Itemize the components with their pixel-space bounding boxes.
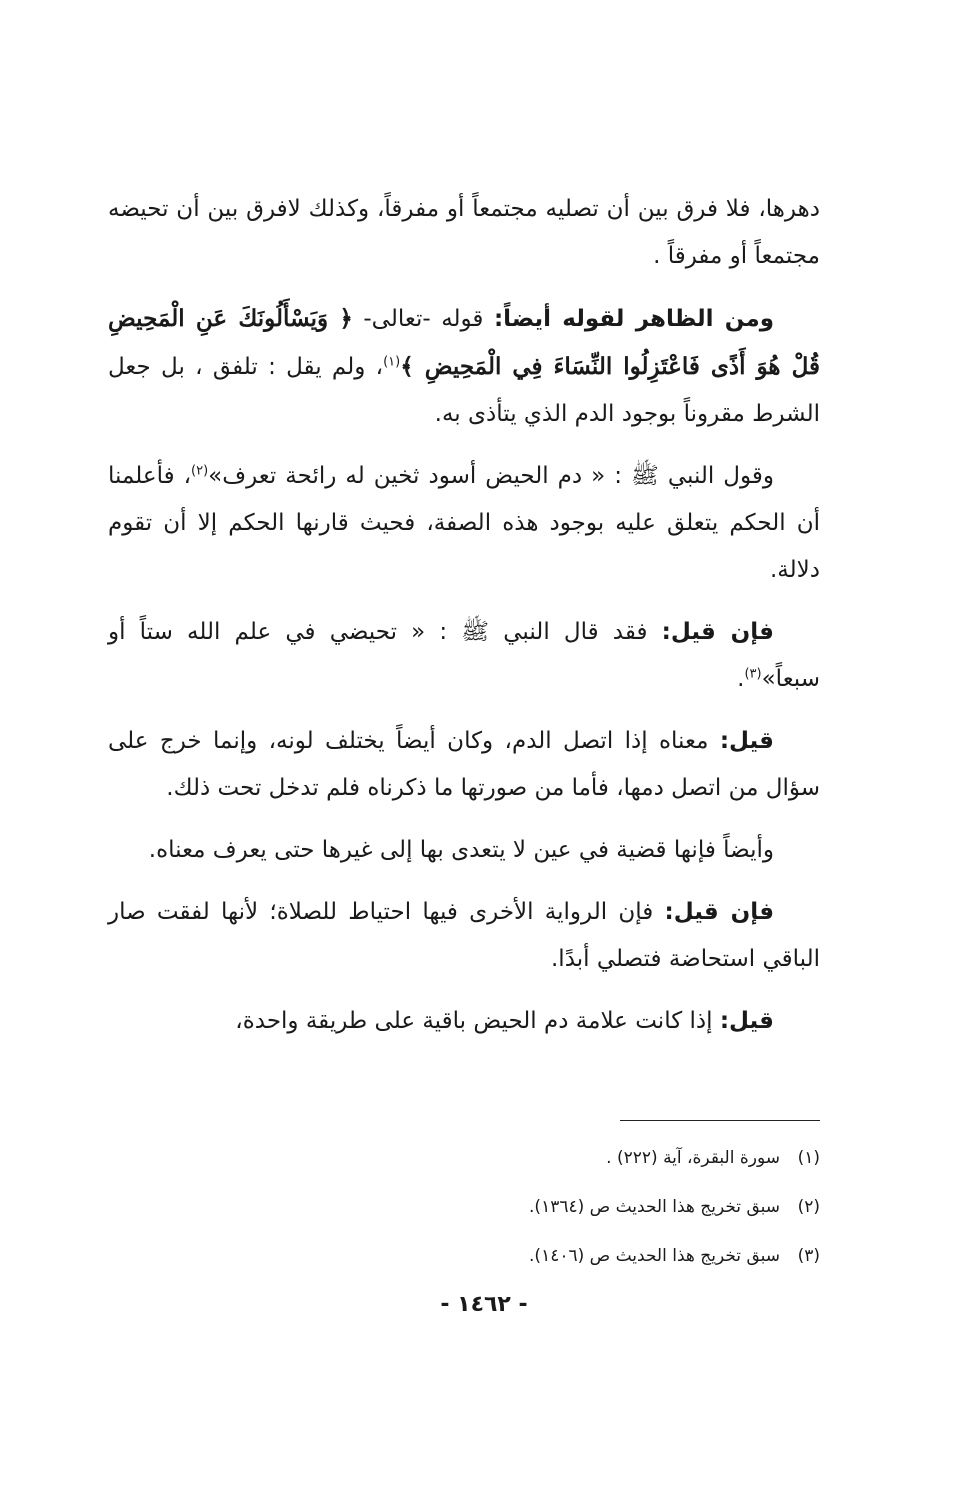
paragraph-6 <box>108 827 820 874</box>
quran-verse: ﴿ وَيَسْأَلُونَكَ عَنِ الْمَحِيضِ قُلْ هُوَ أَذًى فَاعْتَزِلُوا النِّسَاءَ فِي الْمَحِيضِ ﴾ <box>108 305 820 380</box>
footnote-2 <box>108 1195 820 1219</box>
paragraph-text: دهرها، فلا فرق بين أن تصليه مجتمعاً أو مفرقاً، وكذلك لافرق بين أن تحيضه مجتمعاً أو مفرقاً . <box>108 196 820 269</box>
paragraph-lead: فإن قيل: <box>664 899 775 925</box>
paragraph-text: فإن الرواية الأخرى فيها احتياط للصلاة؛ لأنها لفقت صار الباقي استحاضة فتصلي أبدًا. <box>108 899 820 972</box>
paragraph-text: إذا كانت علامة دم الحيض باقية على طريقة واحدة، <box>235 1008 720 1034</box>
paragraph-5 <box>108 718 820 812</box>
paragraph-2 <box>108 295 820 438</box>
paragraph-text: معناه إذا اتصل الدم، وكان أيضاً يختلف لونه، وإنما خرج على سؤال من اتصل دمها، فأما من صورتها ما ذكرناه فلم تدخل تحت ذلك. <box>108 728 820 801</box>
paragraph-text: وأيضاً فإنها قضية في عين لا يتعدى بها إلى غيرها حتى يعرف معناه. <box>148 837 774 863</box>
paragraph-text: قوله -تعالى- <box>352 306 494 332</box>
page-number: - ١٤٦٢ - <box>440 1292 528 1317</box>
footnote-number: (٢) <box>797 1197 820 1217</box>
paragraph-text: ، فأعلمنا أن الحكم يتعلق عليه بوجود هذه الصفة، فحيث قارنها الحكم إلا أن تقوم دلالة. <box>108 463 820 583</box>
footnote-number: (١) <box>797 1148 820 1168</box>
footnotes <box>108 1146 820 1293</box>
paragraph-text: . <box>737 666 745 692</box>
paragraph-lead: قيل: <box>719 728 774 754</box>
footnote-1 <box>108 1146 820 1170</box>
footnote-ref: (٢) <box>191 463 209 479</box>
paragraph-text: ، ولم يقل : تلفق ، بل جعل الشرط مقروناً بوجود الدم الذي يتأذى به. <box>108 354 820 427</box>
footnote-ref: (٣) <box>744 666 762 682</box>
paragraph-lead: ومن الظاهر لقوله أيضاً: <box>493 306 774 332</box>
paragraph-text: فقد قال النبي ﷺ : « تحيضي في علم الله ستاً أو سبعاً» <box>108 619 820 692</box>
footnote-number: (٣) <box>797 1246 820 1266</box>
paragraph-4 <box>108 609 820 703</box>
main-text <box>108 186 820 1060</box>
paragraph-lead: فإن قيل: <box>661 619 774 645</box>
paragraph-lead: قيل: <box>719 1008 774 1034</box>
footnote-text: سورة البقرة، آية (٢٢٢) . <box>606 1148 780 1168</box>
paragraph-text: وقول النبي ﷺ : « دم الحيض أسود ثخين له رائحة تعرف» <box>208 463 774 489</box>
footnote-text: سبق تخريج هذا الحديث ص (١٣٦٤). <box>529 1197 780 1217</box>
footnote-text: سبق تخريج هذا الحديث ص (١٤٠٦). <box>529 1246 780 1266</box>
footnote-separator <box>620 1120 820 1121</box>
paragraph-8 <box>108 998 820 1045</box>
footnote-3 <box>108 1244 820 1268</box>
paragraph-7 <box>108 889 820 983</box>
paragraph-1 <box>108 186 820 280</box>
footnote-ref: (١) <box>383 354 401 370</box>
paragraph-3 <box>108 453 820 594</box>
